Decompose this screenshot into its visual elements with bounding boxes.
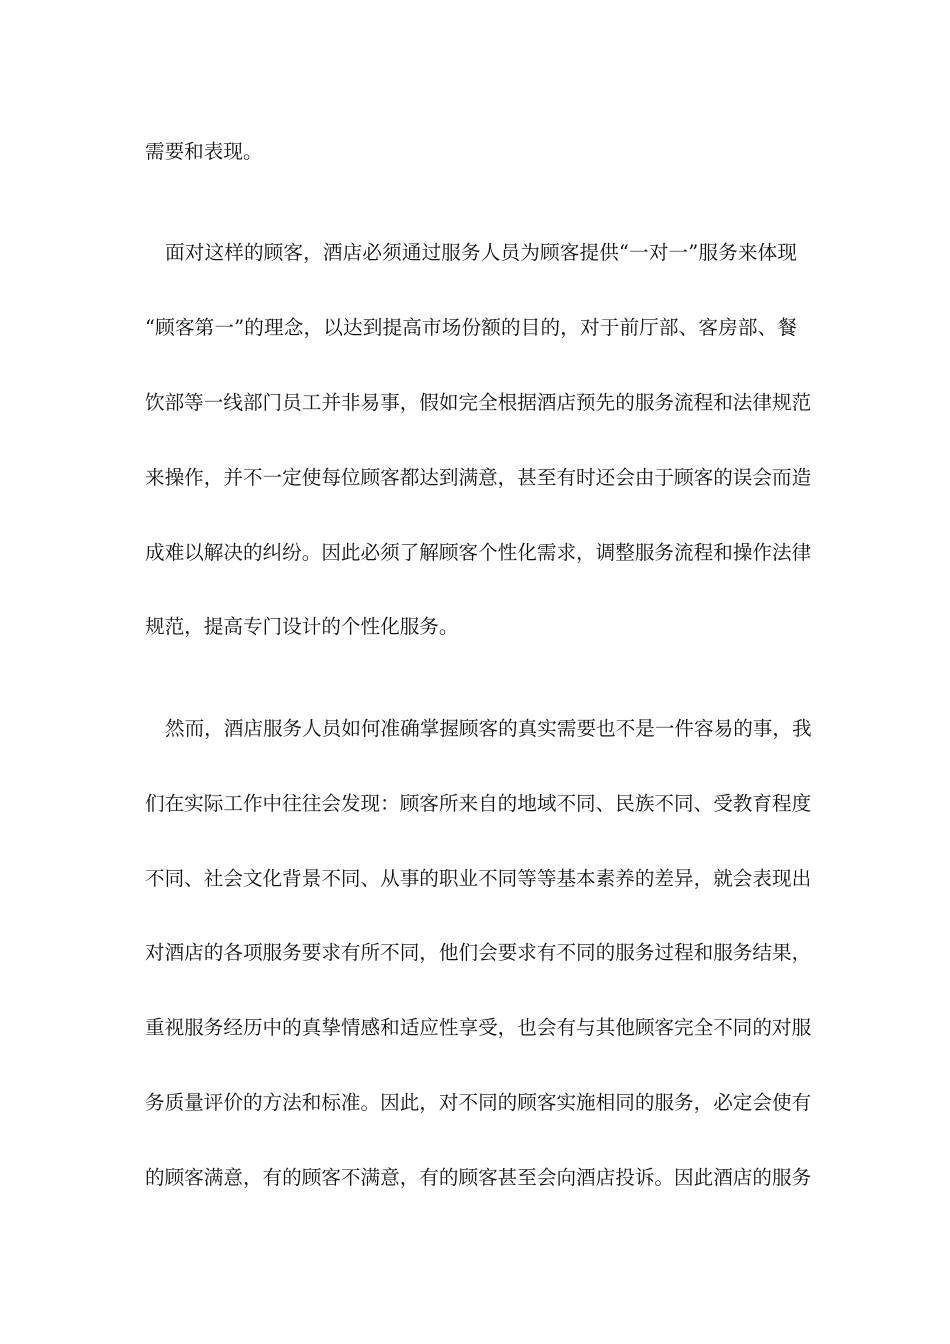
paragraph-line: 对酒店的各项服务要求有所不同，他们会要求有不同的服务过程和服务结果，: [145, 941, 812, 964]
paragraph-line: 务质量评价的方法和标准。因此，对不同的顾客实施相同的服务，必定会使有: [145, 1091, 812, 1114]
paragraph-line: 面对这样的顾客，酒店必须通过服务人员为顾客提供“一对一”服务来体现: [165, 241, 797, 264]
paragraph-line: 成难以解决的纠纷。因此必须了解顾客个性化需求，调整服务流程和操作法律: [145, 541, 812, 564]
paragraph-line: 们在实际工作中往往会发现：顾客所来自的地域不同、民族不同、受教育程度: [145, 792, 812, 815]
paragraph-line: 重视服务经历中的真挚情感和适应性享受，也会有与其他顾客完全不同的对服: [145, 1016, 812, 1039]
paragraph-line: 饮部等一线部门员工并非易事，假如完全根据酒店预先的服务流程和法律规范: [145, 391, 812, 414]
paragraph-line: “顾客第一”的理念，以达到提高市场份额的目的，对于前厅部、客房部、餐: [145, 316, 797, 339]
paragraph-line: 然而，酒店服务人员如何准确掌握顾客的真实需要也不是一件容易的事，我: [165, 717, 812, 740]
paragraph-line: 规范，提高专门设计的个性化服务。: [145, 615, 459, 638]
paragraph-line: 来操作，并不一定使每位顾客都达到满意，甚至有时还会由于顾客的误会而造: [145, 466, 812, 489]
paragraph-line: 不同、社会文化背景不同、从事的职业不同等等基本素养的差异，就会表现出: [145, 867, 812, 890]
paragraph-line: 需要和表现。: [145, 140, 263, 163]
paragraph-line: 的顾客满意，有的顾客不满意，有的顾客甚至会向酒店投诉。因此酒店的服务: [145, 1166, 812, 1189]
